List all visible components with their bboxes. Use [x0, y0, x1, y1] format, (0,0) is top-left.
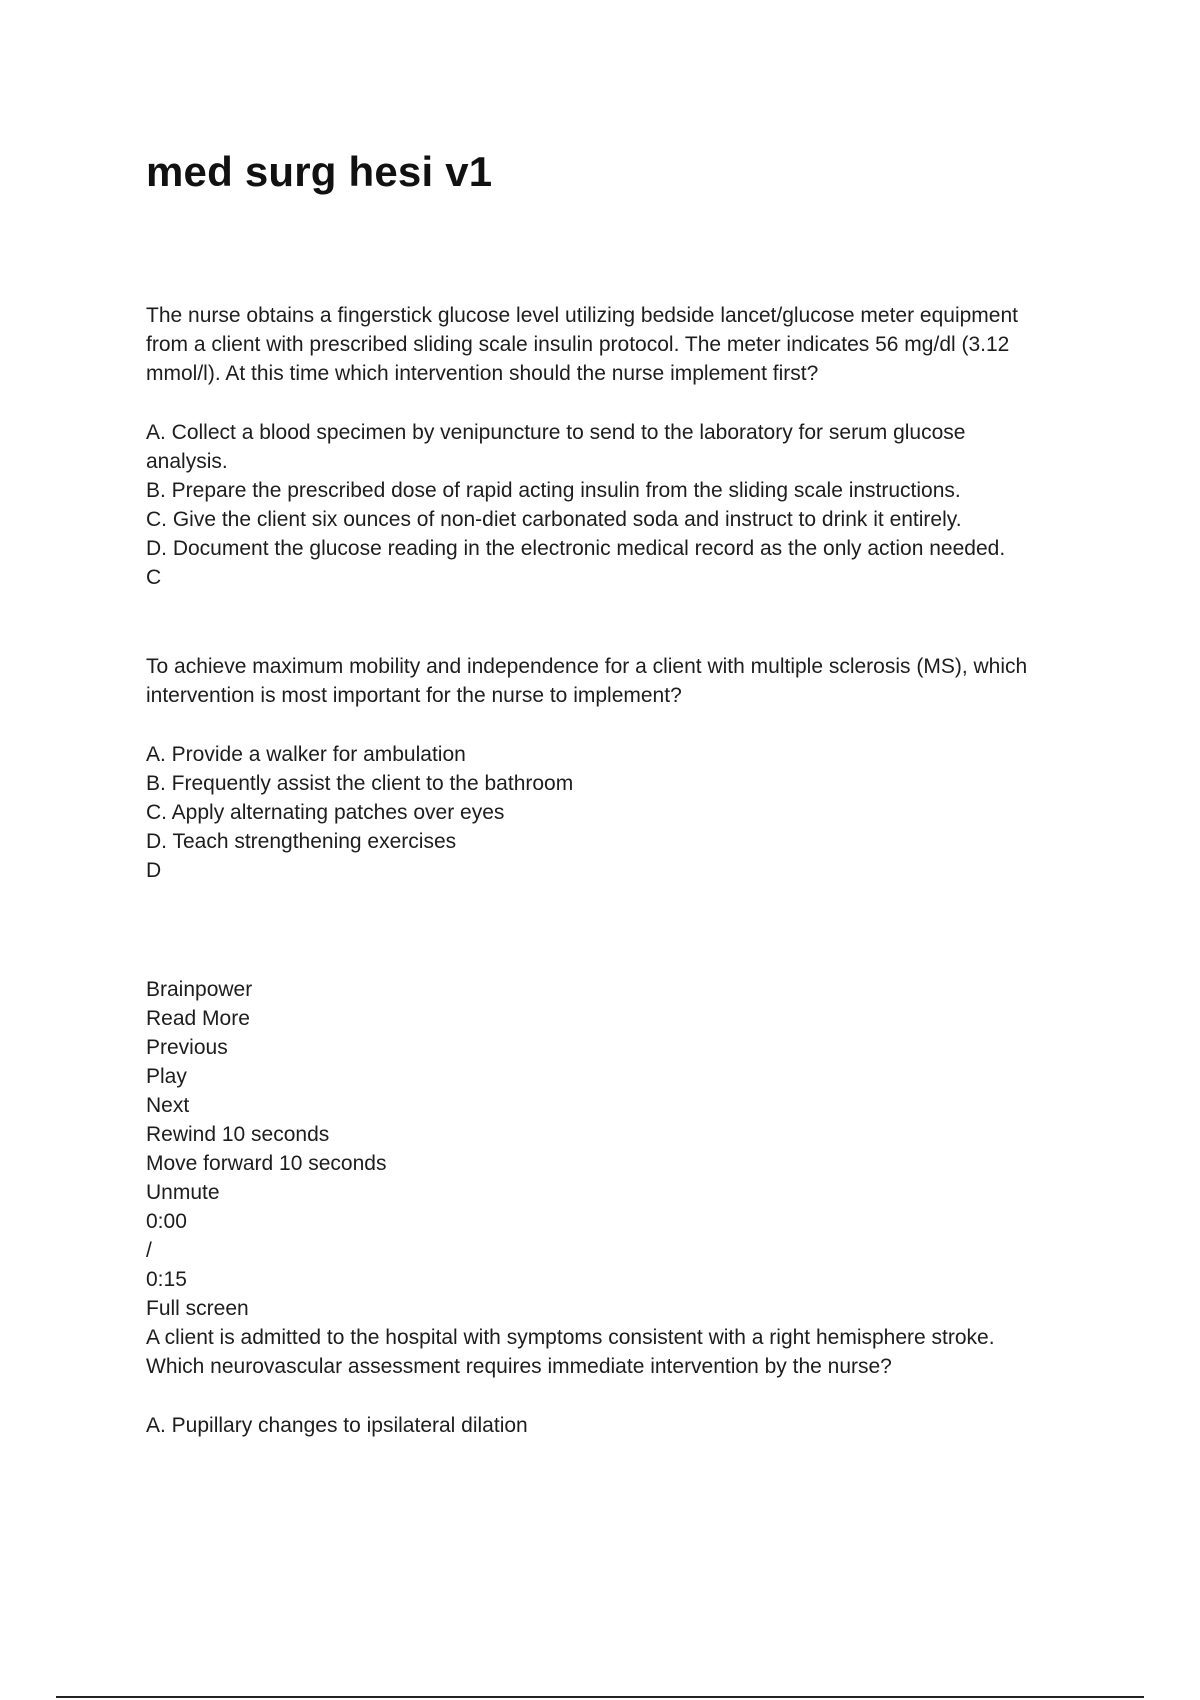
- previous-button[interactable]: Previous: [146, 1036, 228, 1059]
- next-button[interactable]: Next: [146, 1094, 190, 1117]
- time-separator: /: [146, 1239, 152, 1262]
- question-3-option-a: A. Pupillary changes to ipsilateral dilation: [146, 1414, 528, 1437]
- question-2-option-d: D. Teach strengthening exercises: [146, 830, 457, 853]
- question-2-option-c: C. Apply alternating patches over eyes: [146, 801, 505, 824]
- question-1-option-a-cont: analysis.: [146, 450, 228, 473]
- question-2-answer: D: [146, 859, 162, 882]
- player-brand: Brainpower: [146, 978, 253, 1001]
- current-time: 0:00: [146, 1210, 187, 1233]
- question-1-stem-line: from a client with prescribed sliding scale insulin protocol. The meter indicates 56 mg/dl (3.12: [146, 333, 1010, 356]
- document-title: med surg hesi v1: [146, 148, 493, 195]
- question-2-option-a: A. Provide a walker for ambulation: [146, 743, 466, 766]
- question-2-stem-line: To achieve maximum mobility and independence for a client with multiple sclerosis (MS), which: [146, 655, 1028, 678]
- question-2-stem-line: intervention is most important for the nurse to implement?: [146, 684, 682, 707]
- question-3-stem-line: A client is admitted to the hospital with symptoms consistent with a right hemisphere stroke.: [146, 1326, 995, 1349]
- read-more-link[interactable]: Read More: [146, 1007, 250, 1030]
- question-1-answer: C: [146, 566, 162, 589]
- question-2-option-b: B. Frequently assist the client to the bathroom: [146, 772, 574, 795]
- page-divider: [56, 1696, 1144, 1698]
- question-1-stem-line: The nurse obtains a fingerstick glucose level utilizing bedside lancet/glucose meter equipment: [146, 304, 1018, 327]
- question-1-option-b: B. Prepare the prescribed dose of rapid acting insulin from the sliding scale instructions.: [146, 479, 961, 502]
- full-screen-button[interactable]: Full screen: [146, 1297, 249, 1320]
- rewind-button[interactable]: Rewind 10 seconds: [146, 1123, 330, 1146]
- unmute-button[interactable]: Unmute: [146, 1181, 220, 1204]
- question-1-option-d: D. Document the glucose reading in the electronic medical record as the only action needed.: [146, 537, 1006, 560]
- question-3-stem-line: Which neurovascular assessment requires immediate intervention by the nurse?: [146, 1355, 892, 1378]
- forward-button[interactable]: Move forward 10 seconds: [146, 1152, 387, 1175]
- question-1-stem-line: mmol/l). At this time which intervention should the nurse implement first?: [146, 362, 819, 385]
- question-1-option-c: C. Give the client six ounces of non-diet carbonated soda and instruct to drink it entirely.: [146, 508, 962, 531]
- duration: 0:15: [146, 1268, 187, 1291]
- play-button[interactable]: Play: [146, 1065, 187, 1088]
- question-1-option-a: A. Collect a blood specimen by venipuncture to send to the laboratory for serum glucose: [146, 421, 966, 444]
